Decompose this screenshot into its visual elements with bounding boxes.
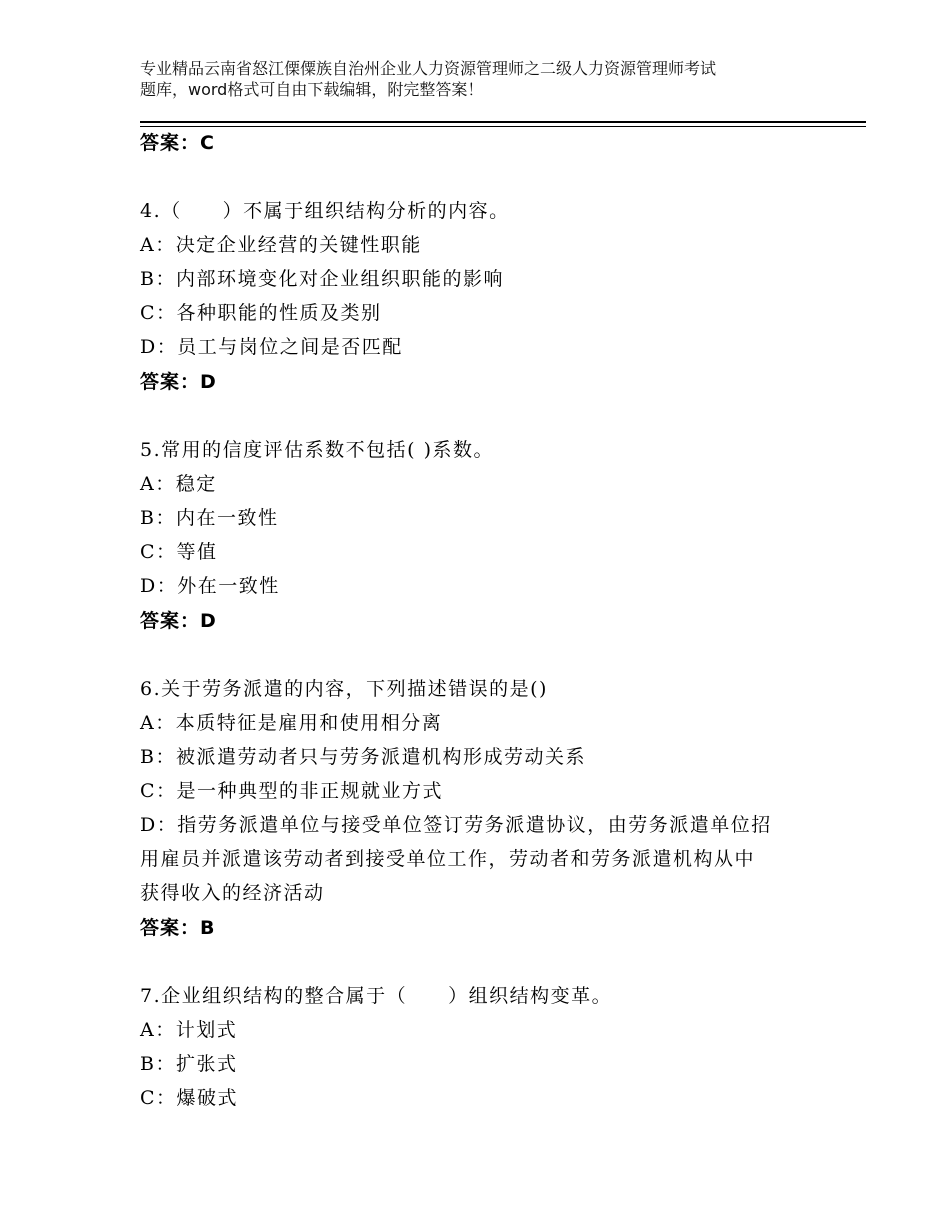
question-6-answer: 答案：B	[140, 917, 216, 939]
question-4-answer: 答案：D	[140, 371, 217, 393]
question-6-option-b: B：被派遣劳动者只与劳务派遣机构形成劳动关系	[140, 746, 586, 768]
question-7-stem: 7.企业组织结构的整合属于（ ）组织结构变革。	[140, 985, 613, 1007]
question-7-option-b: B：扩张式	[140, 1053, 238, 1075]
question-6-option-d-line-3: 获得收入的经济活动	[140, 882, 325, 904]
question-6-stem: 6.关于劳务派遣的内容，下列描述错误的是()	[140, 678, 548, 700]
question-6-option-c: C：是一种典型的非正规就业方式	[140, 780, 444, 802]
question-5-stem: 5.常用的信度评估系数不包括( )系数。	[140, 439, 494, 461]
question-5-option-d: D：外在一致性	[140, 575, 280, 597]
answer-prev: 答案：C	[140, 132, 215, 154]
header-divider-thin	[140, 126, 866, 127]
question-4-option-c: C：各种职能的性质及类别	[140, 302, 382, 324]
question-4-option-d: D：员工与岗位之间是否匹配	[140, 336, 403, 358]
question-4-option-b: B：内部环境变化对企业组织职能的影响	[140, 268, 504, 290]
question-5-option-b: B：内在一致性	[140, 507, 279, 529]
question-5-option-a: A：稳定	[140, 473, 217, 495]
question-7-option-c: C：爆破式	[140, 1087, 239, 1109]
header-divider-thick	[140, 121, 866, 123]
question-7-option-a: A：计划式	[140, 1019, 238, 1041]
document-header	[140, 58, 830, 100]
question-6-option-a: A：本质特征是雇用和使用相分离	[140, 712, 443, 734]
header-line-2: 题库，word格式可自由下载编辑，附完整答案！	[140, 80, 484, 99]
question-5-answer: 答案：D	[140, 610, 217, 632]
question-6-option-d-line-2: 用雇员并派遣该劳动者到接受单位工作，劳动者和劳务派遣机构从中	[140, 848, 756, 870]
question-4-stem: 4.（ ）不属于组织结构分析的内容。	[140, 200, 510, 222]
question-6-option-d-line-1: D：指劳务派遣单位与接受单位签订劳务派遣协议，由劳务派遣单位招	[140, 814, 772, 836]
question-4-option-a: A：决定企业经营的关键性职能	[140, 234, 422, 256]
question-5-option-c: C：等值	[140, 541, 218, 563]
header-line-1: 专业精品云南省怒江傈僳族自治州企业人力资源管理师之二级人力资源管理师考试	[140, 59, 717, 78]
